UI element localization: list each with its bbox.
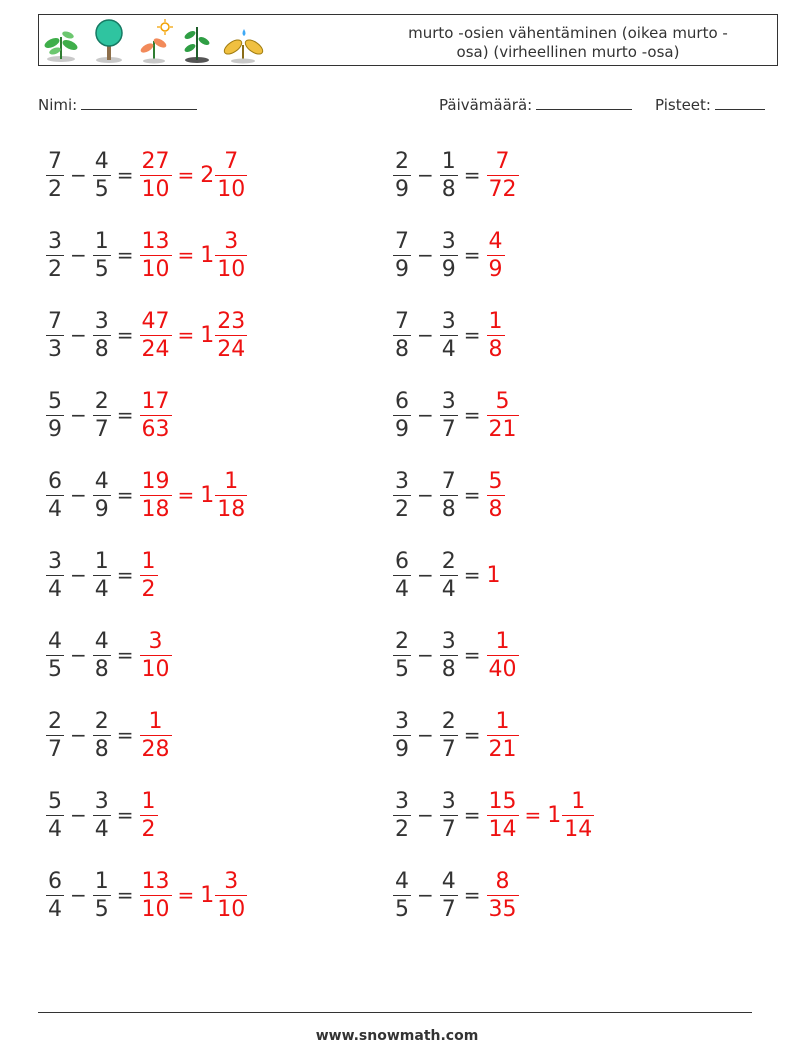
operand-b-denominator: 8: [441, 656, 456, 682]
operand-a-denominator: 8: [395, 336, 409, 362]
equals-sign: =: [116, 483, 134, 507]
answer-fraction-numerator: 1: [495, 628, 510, 654]
operand-a: [46, 228, 64, 283]
operand-a-denominator: 2: [48, 176, 62, 202]
operand-a-numerator: 7: [48, 308, 62, 334]
problem-item: [393, 780, 594, 850]
mixed-fraction-numerator: 1: [224, 468, 239, 494]
mixed-fraction-denominator: 10: [217, 896, 246, 922]
minus-sign: −: [70, 243, 87, 267]
operand-b: [93, 468, 111, 523]
operand-a-numerator: 3: [395, 788, 409, 814]
equals-sign: =: [116, 243, 134, 267]
answer-fraction-denominator: 72: [488, 176, 517, 202]
operand-b: [440, 228, 458, 283]
answer-fraction: [487, 468, 505, 523]
operand-b-numerator: 3: [94, 308, 109, 334]
operand-a: [46, 148, 64, 203]
tree-icon: [96, 20, 122, 63]
operand-a: [393, 628, 411, 683]
problem-item: [393, 300, 505, 370]
equals-sign: =: [524, 803, 542, 827]
mixed-whole: 1: [200, 242, 215, 268]
operand-a: [46, 628, 64, 683]
operand-a: [46, 788, 64, 843]
date-label: Päivämäärä:: [439, 96, 533, 114]
minus-sign: −: [70, 403, 87, 427]
operand-b: [440, 708, 458, 763]
answer-fraction-numerator: 1: [495, 708, 510, 734]
mixed-fraction-denominator: 24: [217, 336, 246, 362]
operand-b: [93, 308, 111, 363]
operand-a: [393, 788, 411, 843]
operand-b-denominator: 8: [441, 176, 456, 202]
operand-b: [93, 548, 111, 603]
operand-b-denominator: 7: [441, 896, 456, 922]
minus-sign: −: [70, 163, 87, 187]
operand-a: [46, 868, 64, 923]
problem-item: [46, 540, 158, 610]
problem-item: [46, 220, 247, 290]
title-line-2: osa) (virheellinen murto -osa): [456, 43, 680, 61]
answer-fraction: [487, 628, 519, 683]
problem-item: [46, 460, 247, 530]
operand-a-numerator: 2: [48, 708, 62, 734]
operand-a-numerator: 7: [48, 148, 62, 174]
answer-fraction-denominator: 2: [141, 816, 156, 842]
minus-sign: −: [70, 323, 87, 347]
answer-fraction-denominator: 10: [141, 656, 170, 682]
operand-a-numerator: 5: [48, 388, 62, 414]
equals-sign: =: [177, 163, 195, 187]
operand-a-numerator: 6: [395, 388, 409, 414]
operand-b-numerator: 2: [94, 388, 109, 414]
operand-b: [440, 628, 458, 683]
answer-fraction-numerator: 3: [148, 628, 163, 654]
operand-a-denominator: 9: [395, 736, 409, 762]
equals-sign: =: [177, 883, 195, 907]
mixed-fraction-numerator: 23: [217, 308, 246, 334]
operand-b-numerator: 4: [441, 868, 456, 894]
operand-a-numerator: 5: [48, 788, 62, 814]
problem-item: [393, 220, 505, 290]
equals-sign: =: [116, 723, 134, 747]
mixed-fraction: [215, 468, 247, 523]
equals-sign: =: [463, 883, 481, 907]
answer-fraction: [140, 628, 172, 683]
mixed-fraction: [215, 228, 247, 283]
answer-fraction-numerator: 17: [141, 388, 170, 414]
mixed-whole: 1: [200, 882, 215, 908]
equals-sign: =: [463, 643, 481, 667]
score-line: [715, 94, 765, 110]
problem-item: [393, 540, 501, 610]
operand-b-numerator: 3: [441, 228, 456, 254]
mixed-fraction-denominator: 14: [564, 816, 593, 842]
operand-a-numerator: 6: [48, 468, 62, 494]
operand-a: [393, 308, 411, 363]
score-field: [655, 94, 765, 114]
operand-b: [440, 548, 458, 603]
equals-sign: =: [463, 403, 481, 427]
minus-sign: −: [70, 803, 87, 827]
problem-item: [393, 700, 519, 770]
operand-a: [46, 708, 64, 763]
answer-fraction: [487, 708, 519, 763]
flower-sun-icon: [139, 19, 173, 64]
answer-fraction-numerator: 27: [141, 148, 170, 174]
answer-fraction-denominator: 14: [488, 816, 517, 842]
equals-sign: =: [463, 163, 481, 187]
footer-divider: [38, 1012, 752, 1013]
operand-b: [93, 868, 111, 923]
operand-b-denominator: 9: [94, 496, 109, 522]
equals-sign: =: [463, 483, 481, 507]
answer-fraction-numerator: 1: [141, 548, 156, 574]
answer-fraction-denominator: 8: [488, 496, 503, 522]
answer-fraction-denominator: 40: [488, 656, 517, 682]
operand-a-denominator: 4: [48, 496, 62, 522]
operand-b-numerator: 4: [94, 468, 109, 494]
answer-fraction-denominator: 10: [141, 896, 170, 922]
operand-b-denominator: 9: [441, 256, 456, 282]
answer-fraction-denominator: 10: [141, 176, 170, 202]
operand-b-denominator: 8: [94, 656, 109, 682]
minus-sign: −: [70, 723, 87, 747]
answer-fraction: [140, 708, 172, 763]
operand-a: [393, 228, 411, 283]
operand-a-denominator: 5: [395, 656, 409, 682]
answer-fraction-numerator: 13: [141, 228, 170, 254]
operand-a-denominator: 4: [395, 576, 409, 602]
answer-fraction-numerator: 15: [488, 788, 517, 814]
operand-a-numerator: 4: [395, 868, 409, 894]
operand-a-denominator: 9: [48, 416, 62, 442]
operand-a: [46, 468, 64, 523]
operand-a: [393, 468, 411, 523]
title-line-1: murto -osien vähentäminen (oikea murto -: [408, 24, 728, 42]
mixed-whole: 1: [200, 322, 215, 348]
operand-b: [93, 388, 111, 443]
mixed-fraction: [215, 308, 247, 363]
operand-a-denominator: 9: [395, 176, 409, 202]
problem-item: [46, 860, 247, 930]
mixed-fraction-numerator: 3: [224, 228, 239, 254]
operand-a: [393, 708, 411, 763]
problem-item: [46, 300, 247, 370]
operand-b-denominator: 5: [94, 176, 109, 202]
answer-fraction-denominator: 28: [141, 736, 170, 762]
operand-b-denominator: 8: [94, 336, 109, 362]
date-field: [439, 94, 632, 114]
operand-a-numerator: 6: [395, 548, 409, 574]
minus-sign: −: [417, 163, 434, 187]
equals-sign: =: [177, 323, 195, 347]
answer-fraction: [487, 228, 505, 283]
minus-sign: −: [417, 403, 434, 427]
answer-fraction-numerator: 47: [141, 308, 170, 334]
answer-fraction: [140, 308, 172, 363]
problem-item: [46, 140, 247, 210]
minus-sign: −: [417, 643, 434, 667]
minus-sign: −: [417, 883, 434, 907]
minus-sign: −: [417, 723, 434, 747]
answer-fraction-numerator: 1: [148, 708, 163, 734]
problem-item: [393, 620, 519, 690]
problem-item: [46, 620, 172, 690]
worksheet-title: [369, 24, 767, 62]
operand-a-denominator: 7: [48, 736, 62, 762]
equals-sign: =: [116, 163, 134, 187]
equals-sign: =: [463, 723, 481, 747]
operand-b-numerator: 4: [94, 148, 109, 174]
answer-fraction-denominator: 9: [488, 256, 503, 282]
mixed-fraction: [215, 148, 247, 203]
minus-sign: −: [417, 563, 434, 587]
operand-a-denominator: 2: [48, 256, 62, 282]
footer-site: www.snowmath.com: [315, 1028, 479, 1044]
operand-a-denominator: 9: [395, 416, 409, 442]
operand-a-denominator: 9: [395, 256, 409, 282]
equals-sign: =: [463, 323, 481, 347]
answer-fraction: [487, 308, 505, 363]
operand-b-numerator: 3: [441, 788, 456, 814]
operand-b-numerator: 3: [441, 628, 456, 654]
equals-sign: =: [177, 483, 195, 507]
operand-b-denominator: 8: [94, 736, 109, 762]
answer-fraction-numerator: 13: [141, 868, 170, 894]
operand-b: [93, 148, 111, 203]
answer-fraction: [487, 148, 519, 203]
operand-b-denominator: 5: [94, 896, 109, 922]
problem-item: [393, 860, 519, 930]
answer-fraction-numerator: 1: [488, 308, 503, 334]
answer-fraction-denominator: 35: [488, 896, 517, 922]
answer-fraction: [140, 868, 172, 923]
operand-a-numerator: 4: [48, 628, 62, 654]
operand-b-numerator: 1: [94, 228, 109, 254]
mixed-whole: 1: [200, 482, 215, 508]
operand-a-numerator: 3: [395, 708, 409, 734]
operand-b-denominator: 4: [94, 576, 109, 602]
operand-a-numerator: 7: [395, 228, 409, 254]
operand-a-numerator: 3: [48, 548, 62, 574]
plant-icons: [39, 15, 279, 67]
answer-fraction-denominator: 63: [141, 416, 170, 442]
operand-b-numerator: 3: [441, 308, 456, 334]
equals-sign: =: [116, 803, 134, 827]
operand-b-denominator: 7: [441, 736, 456, 762]
minus-sign: −: [417, 243, 434, 267]
operand-a-denominator: 2: [395, 496, 409, 522]
problem-item: [46, 780, 158, 850]
mixed-whole: 2: [200, 162, 215, 188]
minus-sign: −: [70, 483, 87, 507]
problem-item: [393, 380, 519, 450]
mixed-fraction-numerator: 1: [571, 788, 586, 814]
operand-b-denominator: 7: [94, 416, 109, 442]
operand-a-numerator: 7: [395, 308, 409, 334]
operand-b-denominator: 8: [441, 496, 456, 522]
problem-item: [46, 380, 172, 450]
operand-b: [440, 388, 458, 443]
name-line: [81, 94, 197, 110]
equals-sign: =: [177, 243, 195, 267]
name-label: Nimi:: [38, 96, 78, 114]
answer-fraction: [487, 868, 519, 923]
operand-b-numerator: 3: [94, 788, 109, 814]
answer-fraction: [140, 548, 158, 603]
minus-sign: −: [70, 563, 87, 587]
operand-b-numerator: 1: [441, 148, 456, 174]
minus-sign: −: [70, 883, 87, 907]
equals-sign: =: [116, 563, 134, 587]
operand-b: [440, 868, 458, 923]
operand-a-denominator: 2: [395, 816, 409, 842]
answer-fraction-numerator: 1: [141, 788, 156, 814]
operand-b-denominator: 4: [441, 576, 456, 602]
mixed-fraction-denominator: 10: [217, 176, 246, 202]
operand-a-denominator: 5: [48, 656, 62, 682]
answer-fraction: [487, 788, 519, 843]
watering-leaf-icon: [222, 29, 265, 64]
answer-fraction-denominator: 21: [488, 736, 517, 762]
mixed-whole: 1: [547, 802, 562, 828]
operand-b-denominator: 4: [441, 336, 456, 362]
problem-item: [393, 460, 505, 530]
operand-b-numerator: 1: [94, 548, 109, 574]
answer-fraction: [140, 388, 172, 443]
operand-b-numerator: 2: [441, 548, 456, 574]
operand-b-numerator: 1: [94, 868, 109, 894]
operand-a-denominator: 3: [48, 336, 62, 362]
operand-a-numerator: 2: [395, 148, 409, 174]
operand-a-denominator: 4: [48, 816, 62, 842]
answer-fraction-denominator: 18: [141, 496, 170, 522]
answer-fraction-denominator: 8: [488, 336, 503, 362]
operand-b-numerator: 7: [441, 468, 456, 494]
operand-b-denominator: 5: [94, 256, 109, 282]
operand-b: [93, 628, 111, 683]
answer-fraction: [487, 388, 519, 443]
equals-sign: =: [116, 643, 134, 667]
operand-a-denominator: 4: [48, 576, 62, 602]
name-field: [38, 94, 197, 114]
mixed-fraction-denominator: 18: [217, 496, 246, 522]
operand-b-numerator: 2: [441, 708, 456, 734]
answer-fraction: [140, 788, 158, 843]
answer-fraction-numerator: 7: [495, 148, 510, 174]
equals-sign: =: [116, 403, 134, 427]
equals-sign: =: [116, 883, 134, 907]
mixed-fraction-numerator: 3: [224, 868, 239, 894]
answer-fraction-numerator: 8: [495, 868, 510, 894]
problem-item: [46, 700, 172, 770]
seedling-icon: [183, 27, 210, 63]
operand-a: [393, 148, 411, 203]
answer-fraction-denominator: 21: [488, 416, 517, 442]
answer-fraction-denominator: 10: [141, 256, 170, 282]
equals-sign: =: [463, 803, 481, 827]
equals-sign: =: [463, 243, 481, 267]
mixed-fraction: [562, 788, 594, 843]
operand-b: [93, 708, 111, 763]
operand-a-numerator: 3: [48, 228, 62, 254]
operand-a-numerator: 2: [395, 628, 409, 654]
answer-fraction-denominator: 2: [141, 576, 156, 602]
operand-b: [93, 788, 111, 843]
answer-fraction-numerator: 19: [141, 468, 170, 494]
minus-sign: −: [417, 483, 434, 507]
operand-b-denominator: 7: [441, 816, 456, 842]
answer-fraction: [140, 468, 172, 523]
operand-b: [440, 148, 458, 203]
answer-fraction-whole: 1: [486, 562, 501, 588]
operand-a-numerator: 6: [48, 868, 62, 894]
equals-sign: =: [463, 563, 481, 587]
score-label: Pisteet:: [655, 96, 711, 114]
operand-b: [440, 788, 458, 843]
operand-b-numerator: 3: [441, 388, 456, 414]
minus-sign: −: [417, 323, 434, 347]
answer-fraction: [140, 228, 172, 283]
answer-fraction-numerator: 5: [488, 468, 503, 494]
answer-fraction-numerator: 4: [488, 228, 503, 254]
date-line: [536, 94, 632, 110]
mixed-fraction-numerator: 7: [224, 148, 239, 174]
operand-b-numerator: 2: [94, 708, 109, 734]
answer-fraction-numerator: 5: [495, 388, 510, 414]
operand-a: [393, 388, 411, 443]
operand-b-denominator: 4: [94, 816, 109, 842]
operand-b: [440, 468, 458, 523]
operand-a: [393, 548, 411, 603]
equals-sign: =: [116, 323, 134, 347]
operand-a: [393, 868, 411, 923]
sprout-icon: [43, 30, 79, 62]
operand-b: [440, 308, 458, 363]
mixed-fraction-denominator: 10: [217, 256, 246, 282]
operand-a: [46, 548, 64, 603]
operand-a: [46, 388, 64, 443]
operand-b: [93, 228, 111, 283]
operand-a-numerator: 3: [395, 468, 409, 494]
operand-a-denominator: 5: [395, 896, 409, 922]
minus-sign: −: [70, 643, 87, 667]
worksheet-header: [38, 14, 778, 66]
operand-b-denominator: 7: [441, 416, 456, 442]
operand-b-numerator: 4: [94, 628, 109, 654]
operand-a-denominator: 4: [48, 896, 62, 922]
minus-sign: −: [417, 803, 434, 827]
operand-a: [46, 308, 64, 363]
answer-fraction: [140, 148, 172, 203]
problem-item: [393, 140, 519, 210]
mixed-fraction: [215, 868, 247, 923]
answer-fraction-denominator: 24: [141, 336, 170, 362]
